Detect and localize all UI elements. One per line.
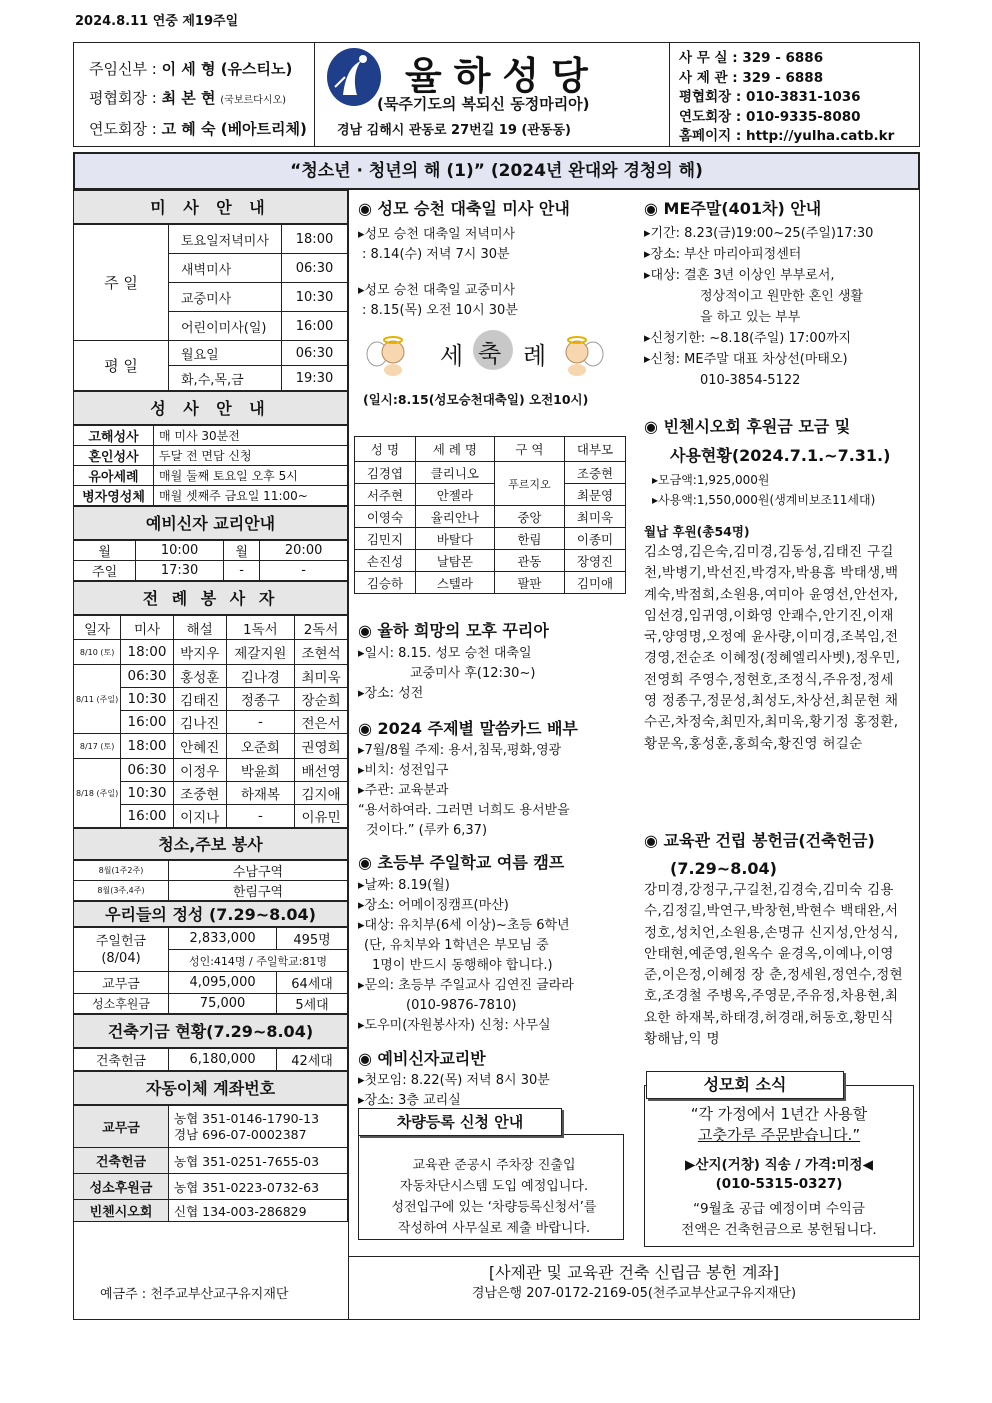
prayer-line: 연도회장 : 고 혜 숙 (베아트리체) — [89, 120, 307, 138]
theme-banner: “청소년 · 청년의 해 (1)” (2024년 완대와 경청의 해) — [73, 152, 920, 190]
offering-title: 우리들의 정성 (7.29~8.04) — [73, 901, 348, 927]
car-registration-box: 교육관 준공시 주차장 진출입 자동차단시스템 도입 예정입니다. 성전입구에 있는 ‘차량등록신청서’를 작성하여 사무실로 제출 바랍니다. — [358, 1134, 624, 1240]
account-holder: 예금주 : 천주교부산교구유지재단 — [100, 1287, 289, 1302]
catechumen-table: 월 10:00 월 20:00 주일 17:30 - - — [73, 540, 348, 581]
baptism-table: 성 명 세 례 명 구 역 대부모 김경엽 클리니오 푸르지오 조중현 서주현 안젤라 최문영 이영숙 율리안나 중앙 최미욱 김민지 바탈다 한림 이종미 손진성 날탐몬 관동 장영진 김승하 스텔라 팔판 김미애 — [354, 436, 626, 594]
catechism-section: ◉ 예비신자교리반 ▸첫모임: 8.22(목) 저녁 8시 30분 ▸장소: 3층 교리실 — [358, 1049, 550, 1108]
catechumen-title: 예비신자 교리안내 — [73, 506, 348, 540]
pastor-line: 주임신부 : 이 세 형 (유스티노) — [89, 60, 293, 78]
header-contacts: 사 무 실 : 329 - 6886 사 제 관 : 329 - 6888 평협회장 : 010-3831-1036 연도회장 : 010-9335-8080 홈페이지 : http://yulha.catb.kr — [679, 50, 895, 144]
baptism-note: (일시:8.15(성모승천대축일) 오전10시) — [363, 392, 589, 407]
mothers-title: 성모회 소식 — [646, 1071, 844, 1099]
mothers-box: “각 가정에서 1년간 사용할 고춧가루 주문받습니다.” ▶산지(거창) 직송 / 가격:미정◀ (010-5315-0327) “9월초 공급 예정이며 수익금 전액은 건축헌금으로 봉헌됩니다. — [644, 1085, 914, 1247]
assumption-title: ◉ 성모 승천 대축일 미사 안내 — [358, 199, 570, 218]
mass-table: 주 일 토요일저녁미사 18:00 새벽미사 06:30 교중미사 10:30 어린이미사(일) 16:00 평 일 월요일 06:30 화,수,목,금 19:30 — [73, 224, 348, 391]
building-table: 건축헌금 6,180,000 42세대 — [73, 1048, 348, 1071]
council-line: 평협회장 : 최 본 현 (국보르다시오) — [89, 89, 287, 107]
vincent-section: ◉ 빈첸시오회 후원금 모금 및 사용현황(2024.7.1.~7.31.) ▸모금액:1,925,000원 ▸사용액:1,550,000원(생계비보조11세대) 월납 후원(총54명) 김소영,김은숙,김미경,김동성,김태진 구길천,박병기,박선진,박경자,박용흠 박태생,백계숙,박점희,소원용,여미아 윤영선,안선자,임선경,임귀영,이화영 안쾌수,안기진,이재국,양영명,오정예 윤사량,이미경,조복임,전경영,전순조 이혜정(정혜엘리사벳),정우민,전영희 주영수,정현호,조정식,주유정,정세영 정종구,정문성,최성도,차상선,최문현 채수곤,차정숙,최민자,최미욱,황기정 홍정환,황문옥,홍성훈,홍희숙,황진영 허길순 — [644, 417, 901, 752]
angel-right-icon — [555, 334, 605, 378]
sacrament-title: 성 사 안 내 — [73, 391, 348, 425]
church-address: 경남 김해시 관동로 27번길 19 (관동동) — [337, 123, 571, 138]
left-column — [73, 190, 348, 1222]
summer-camp-section: ◉ 초등부 주일학교 여름 캠프 ▸날짜: 8.19(월) ▸장소: 어메이징캠프(마산) ▸대상: 유치부(6세 이상)~초등 6학년 (단, 유치부와 1학년은 부모님 중 1명이 반드시 동행해야 합니다.) ▸문의: 초등부 주일교사 김연진 글라라 (010-9876-7810) ▸도우미(자원봉사자) 신청: 사무실 — [358, 853, 574, 1033]
building-title: 건축기금 현황(7.29~8.04) — [73, 1014, 348, 1048]
middle-column: ◉ 성모 승천 대축일 미사 안내 ▸성모 승천 대축일 저녁미사 : 8.14(수) 저녁 7시 30분 ▸성모 승천 대축일 교중미사 : 8.15(목) 오전 10시 30분 — [358, 196, 628, 321]
offering-table: 주일헌금 (8/04) 2,833,000 495명 성인:414명 / 주일학교:81명 교무금 4,095,000 64세대 성소후원금 75,000 5세대 — [73, 927, 348, 1014]
education-hall-section: ◉ 교육관 건립 봉헌금(건축헌금) (7.29~8.04) 강미경,강정구,구길천,김경숙,김미숙 김용수,김정길,박연구,박창현,박현수 백태완,서정호,성치언,소원용,손명규 신지성,안성식,안태현,예준영,원옥수 윤경옥,이예나,이영준,이은정,이혜정 장 춘,정세원,정연수,정현호,조경철 주병옥,주영문,주유정,차용현,최요한 하재복,하태경,허경래,허동호,황민식 황해남,익 명 — [644, 831, 903, 1048]
mass-title: 미 사 안 내 — [73, 190, 348, 224]
mary-logo-icon — [325, 47, 383, 107]
me-weekend-section: ◉ ME주말(401차) 안내 ▸기간: 8.23(금)19:00~25(주일)17:30 ▸장소: 부산 마리아피정센터 ▸대상: 결혼 3년 이상인 부부로서, 정상적이고 원만한 혼인 생활 을 하고 있는 부부 ▸신청기한: ~8.18(주일) 17:00까지 ▸신청: ME주말 대표 차상선(마태오) 010-3854-5122 — [644, 199, 874, 388]
bank-title: 자동이체 계좌번호 — [73, 1071, 348, 1105]
curia-section: ◉ 율하 희망의 모후 꾸리아 ▸일시: 8.15. 성모 승천 대축일 교중미사 후(12:30~) ▸장소: 성전 — [358, 621, 549, 701]
church-title-box — [314, 43, 670, 146]
angel-left-icon — [365, 334, 415, 378]
liturgy-title: 전 례 봉 사 자 — [73, 581, 348, 615]
cleaning-title: 청소,주보 봉사 — [73, 828, 348, 860]
liturgy-table: 일자 미사 해설 1독서 2독서 8/10 (토) 18:00 박지우 제갈지원 조현석 8/11 (주일) 06:30 홍성훈 김나경 최미욱 10:30 김태진 정종구 장순희 16:00 김나진 - 전은서 8/17 (토) 18:00 안혜진 오준희 권영희 8/18 (주일) 06:30 이정우 박윤희 배선영 10:30 조중현 하재복 김지애 16:00 이지나 - 이유민 — [73, 615, 348, 828]
church-subtitle: (묵주기도의 복되신 동정마리아) — [377, 95, 590, 113]
car-registration-title: 차량등록 신청 안내 — [358, 1108, 562, 1136]
header-staff — [89, 55, 307, 144]
header-box — [73, 42, 920, 147]
footer-account: [사제관 및 교육관 건축 신립금 봉헌 계좌] 경남은행 207-0172-2169-05(천주교부산교구유지재단) — [471, 1263, 797, 1301]
sacrament-table: 고해성사 매 미사 30분전 혼인성사 두달 전 면담 신청 유아세례 매월 둘째 토요일 오후 5시 병자영성체 매월 셋째주 금요일 11:00~ — [73, 425, 348, 506]
cleaning-table: 8월(1주2주) 수남구역 8월(3주,4주) 한림구역 — [73, 860, 348, 901]
word-cards-section: ◉ 2024 주제별 말씀카드 배부 ▸7월/8월 주제: 용서,침묵,평화,영광 ▸비치: 성전입구 ▸주관: 교육분과 “용서하여라. 그러면 너희도 용서받을 것이다.” (루카 6,37) — [358, 719, 578, 838]
church-name: 율하성당 — [405, 54, 600, 98]
issue-date: 2024.8.11 연중 제19주일 — [75, 14, 239, 29]
baptism-graphic: 세 축 례 — [365, 330, 610, 388]
bank-table: 교무금 농협 351-0146-1790-13 경남 696-07-0002387 건축헌금 농협 351-0251-7655-03 성소후원금 농협 351-0223-0732-63 빈첸시오회 신협 134-003-286829 — [73, 1105, 348, 1222]
